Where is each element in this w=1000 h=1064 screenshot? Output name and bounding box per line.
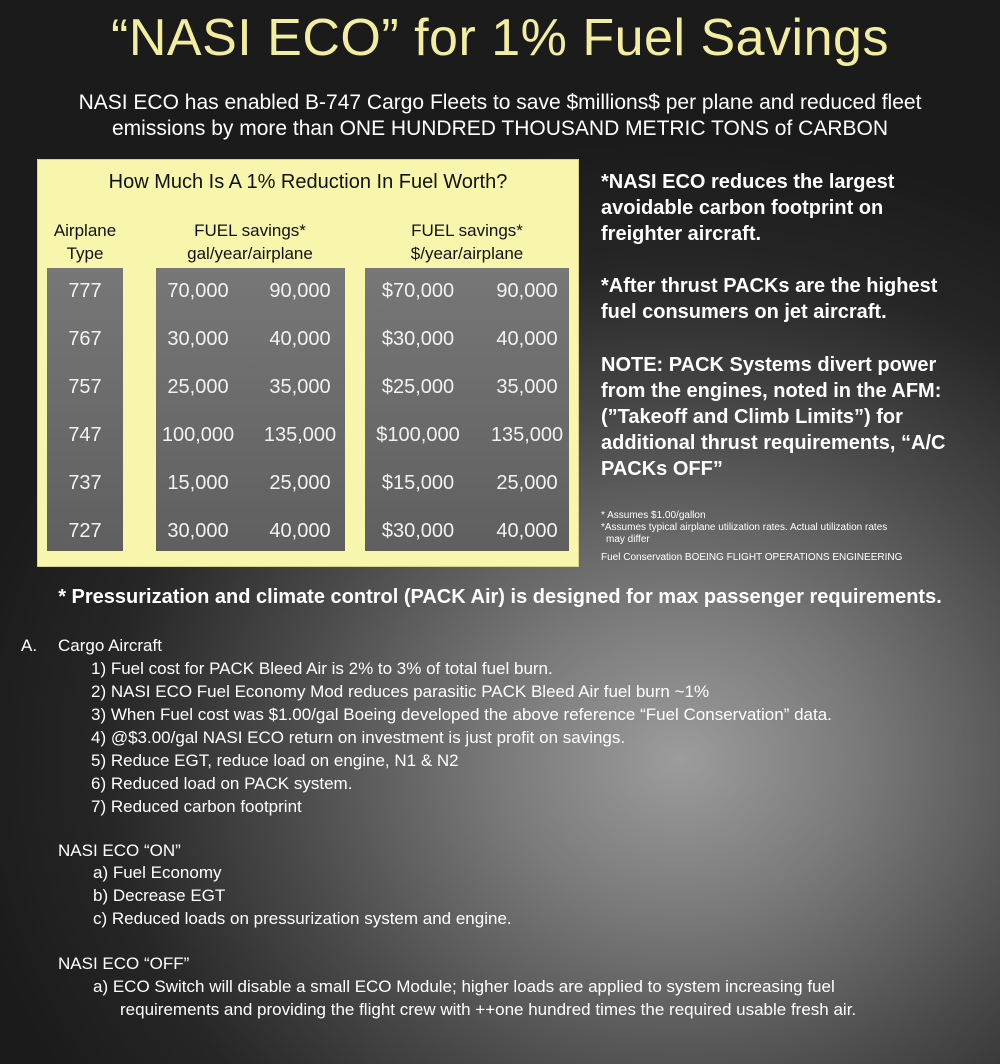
gallons-high-cell: 25,000 bbox=[269, 472, 331, 494]
airplane-type-cell: 747 bbox=[68, 424, 102, 446]
dollars-high-cell: 40,000 bbox=[496, 328, 558, 350]
side-note-line: *After thrust PACKs are the highest bbox=[601, 275, 938, 297]
dollars-low-cell: $100,000 bbox=[376, 424, 460, 446]
dollars-high-cell: 135,000 bbox=[490, 424, 564, 446]
side-note-line: additional thrust requirements, “A/C bbox=[601, 432, 946, 454]
eco-off-line-1: a) ECO Switch will disable a small ECO Module; higher loads are applied to system increasing fuel bbox=[93, 977, 835, 996]
eco-off-line-2: requirements and providing the flight crew with ++one hundred times the required usable fresh air. bbox=[120, 1000, 857, 1019]
table-row bbox=[0, 280, 600, 306]
list-item: 1) Fuel cost for PACK Bleed Air is 2% to 3% of total fuel burn. bbox=[91, 659, 553, 678]
list-item: 4) @$3.00/gal NASI ECO return on investment is just profit on savings. bbox=[91, 728, 626, 747]
side-note-line: PACKs OFF” bbox=[601, 458, 723, 480]
airplane-type-cell: 737 bbox=[68, 472, 102, 494]
footnote-source: Fuel Conservation BOEING FLIGHT OPERATIONS ENGINEERING bbox=[601, 552, 903, 563]
gallons-column bbox=[153, 265, 348, 554]
panel-heading: How Much Is A 1% Reduction In Fuel Worth? bbox=[108, 171, 508, 193]
dollars-header-line-1: FUEL savings* bbox=[411, 221, 523, 240]
side-note-line: *NASI ECO reduces the largest bbox=[601, 171, 895, 193]
eco-on-title: NASI ECO “ON” bbox=[58, 841, 181, 860]
airplane-type-header-line-2: Type bbox=[66, 244, 104, 263]
subtitle-line-2: emissions by more than ONE HUNDRED THOUSAND METRIC TONS of CARBON bbox=[112, 117, 888, 140]
footnote-utilization: *Assumes typical airplane utilization rates. Actual utilization rates bbox=[601, 522, 888, 533]
airplane-type-cell: 757 bbox=[68, 376, 102, 398]
gallons-header-line-2: gal/year/airplane bbox=[187, 244, 313, 263]
cargo-aircraft-list bbox=[91, 657, 832, 818]
gallons-low-cell: 70,000 bbox=[167, 280, 229, 302]
section-title: Cargo Aircraft bbox=[58, 636, 162, 655]
gallons-low-cell: 100,000 bbox=[161, 424, 235, 446]
side-note-line: (”Takeoff and Climb Limits”) for bbox=[601, 406, 903, 428]
list-item: 5) Reduce EGT, reduce load on engine, N1 & N2 bbox=[91, 751, 459, 770]
list-item: a) Fuel Economy bbox=[93, 863, 222, 882]
gallons-low-cell: 30,000 bbox=[167, 520, 229, 542]
gallons-low-cell: 15,000 bbox=[167, 472, 229, 494]
footnote-may-differ: may differ bbox=[606, 534, 650, 545]
airplane-type-cell: 767 bbox=[68, 328, 102, 350]
gallons-header bbox=[150, 219, 350, 265]
table-row bbox=[0, 376, 600, 402]
airplane-type-header-line-1: Airplane bbox=[53, 221, 117, 240]
gallons-low-cell: 25,000 bbox=[167, 376, 229, 398]
list-item: b) Decrease EGT bbox=[93, 886, 226, 905]
airplane-type-cell: 727 bbox=[68, 520, 102, 542]
dollars-column bbox=[362, 265, 572, 554]
dollars-header bbox=[362, 219, 572, 265]
airplane-type-header bbox=[40, 219, 130, 265]
dollars-high-cell: 35,000 bbox=[496, 376, 558, 398]
side-note-carbon bbox=[601, 169, 991, 247]
side-note-line: avoidable carbon footprint on bbox=[601, 197, 884, 219]
side-note-line: fuel consumers on jet aircraft. bbox=[601, 301, 887, 323]
section-marker: A. bbox=[21, 636, 38, 655]
dollars-high-cell: 25,000 bbox=[496, 472, 558, 494]
table-row bbox=[0, 328, 600, 354]
list-item: 6) Reduced load on PACK system. bbox=[91, 774, 353, 793]
dollars-low-cell: $15,000 bbox=[381, 472, 455, 494]
airplane-type-column bbox=[44, 265, 126, 554]
side-note-packs bbox=[601, 273, 991, 325]
dollars-low-cell: $30,000 bbox=[381, 328, 455, 350]
table-row bbox=[0, 472, 600, 498]
eco-off-title: NASI ECO “OFF” bbox=[58, 954, 190, 973]
gallons-high-cell: 40,000 bbox=[269, 520, 331, 542]
dollars-low-cell: $70,000 bbox=[381, 280, 455, 302]
gallons-low-cell: 30,000 bbox=[167, 328, 229, 350]
side-note-line: NOTE: PACK Systems divert power bbox=[601, 354, 937, 376]
airplane-type-cell: 777 bbox=[68, 280, 102, 302]
side-note-afm bbox=[601, 352, 991, 482]
pressurization-note: * Pressurization and climate control (PACK Air) is designed for max passenger requirements. bbox=[58, 586, 942, 608]
eco-on-list bbox=[93, 861, 512, 930]
list-item: 2) NASI ECO Fuel Economy Mod reduces parasitic PACK Bleed Air fuel burn ~1% bbox=[91, 682, 710, 701]
dollars-high-cell: 40,000 bbox=[496, 520, 558, 542]
gallons-high-cell: 40,000 bbox=[269, 328, 331, 350]
gallons-high-cell: 135,000 bbox=[263, 424, 337, 446]
gallons-high-cell: 90,000 bbox=[269, 280, 331, 302]
gallons-header-line-1: FUEL savings* bbox=[194, 221, 306, 240]
footnote-gallon: * Assumes $1.00/gallon bbox=[601, 510, 706, 521]
dollars-low-cell: $25,000 bbox=[381, 376, 455, 398]
list-item: c) Reduced loads on pressurization system and engine. bbox=[93, 909, 512, 928]
dollars-high-cell: 90,000 bbox=[496, 280, 558, 302]
list-item: 3) When Fuel cost was $1.00/gal Boeing developed the above reference “Fuel Conservation” data. bbox=[91, 705, 832, 724]
list-item: 7) Reduced carbon footprint bbox=[91, 797, 302, 816]
page-title: “NASI ECO” for 1% Fuel Savings bbox=[111, 9, 889, 67]
side-note-line: from the engines, noted in the AFM: bbox=[601, 380, 942, 402]
gallons-high-cell: 35,000 bbox=[269, 376, 331, 398]
dollars-low-cell: $30,000 bbox=[381, 520, 455, 542]
subtitle-line-1: NASI ECO has enabled B-747 Cargo Fleets to save $millions$ per plane and reduced fleet bbox=[78, 91, 922, 114]
side-note-line: freighter aircraft. bbox=[601, 223, 762, 245]
table-row bbox=[0, 424, 600, 450]
table-row bbox=[0, 520, 600, 546]
dollars-header-line-2: $/year/airplane bbox=[410, 244, 524, 263]
